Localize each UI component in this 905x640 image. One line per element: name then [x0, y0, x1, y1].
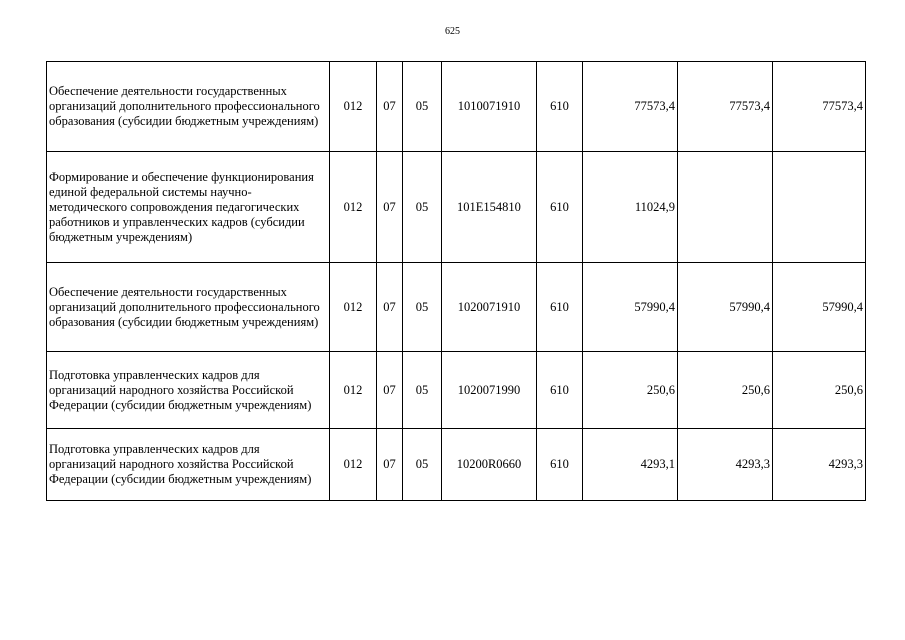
table-row	[47, 152, 866, 263]
amount-year-1: 250,6	[583, 352, 678, 429]
target-article-code: 10200R0660	[442, 429, 537, 501]
expense-type-code: 610	[537, 429, 583, 501]
ministry-code: 012	[330, 429, 377, 501]
target-article-code: 1020071990	[442, 352, 537, 429]
target-article-code: 101E154810	[442, 152, 537, 263]
table-row	[47, 352, 866, 429]
subsection-code: 05	[403, 152, 442, 263]
amount-year-2: 57990,4	[678, 263, 773, 352]
section-code: 07	[377, 263, 403, 352]
expense-name: Подготовка управленческих кадров для организаций народного хозяйства Российской Федерации (субсидии бюджетным учреждениям)	[47, 429, 330, 501]
table-row	[47, 263, 866, 352]
amount-year-2: 77573,4	[678, 62, 773, 152]
table-row	[47, 62, 866, 152]
section-code: 07	[377, 352, 403, 429]
expense-type-code: 610	[537, 152, 583, 263]
amount-year-1: 57990,4	[583, 263, 678, 352]
target-article-code: 1020071910	[442, 263, 537, 352]
amount-year-3: 57990,4	[773, 263, 866, 352]
ministry-code: 012	[330, 263, 377, 352]
subsection-code: 05	[403, 263, 442, 352]
ministry-code: 012	[330, 62, 377, 152]
amount-year-3: 250,6	[773, 352, 866, 429]
section-code: 07	[377, 152, 403, 263]
page-number: 625	[445, 26, 460, 37]
expense-name: Подготовка управленческих кадров для организаций народного хозяйства Российской Федерации (субсидии бюджетным учреждениям)	[47, 352, 330, 429]
expense-name: Обеспечение деятельности государственных организаций дополнительного профессионального образования (субсидии бюджетным учреждениям)	[47, 62, 330, 152]
budget-table	[46, 61, 866, 501]
expense-type-code: 610	[537, 263, 583, 352]
ministry-code: 012	[330, 352, 377, 429]
section-code: 07	[377, 62, 403, 152]
table-row	[47, 429, 866, 501]
section-code: 07	[377, 429, 403, 501]
target-article-code: 1010071910	[442, 62, 537, 152]
expense-name: Формирование и обеспечение функционирования единой федеральной системы научно-методического сопровождения педагогических работников и управленческих кадров (субсидии бюджетным учреждениям)	[47, 152, 330, 263]
amount-year-3: 77573,4	[773, 62, 866, 152]
amount-year-2	[678, 152, 773, 263]
subsection-code: 05	[403, 62, 442, 152]
amount-year-1: 11024,9	[583, 152, 678, 263]
amount-year-1: 77573,4	[583, 62, 678, 152]
subsection-code: 05	[403, 352, 442, 429]
amount-year-2: 250,6	[678, 352, 773, 429]
amount-year-1: 4293,1	[583, 429, 678, 501]
subsection-code: 05	[403, 429, 442, 501]
expense-name: Обеспечение деятельности государственных организаций дополнительного профессионального образования (субсидии бюджетным учреждениям)	[47, 263, 330, 352]
ministry-code: 012	[330, 152, 377, 263]
expense-type-code: 610	[537, 352, 583, 429]
expense-type-code: 610	[537, 62, 583, 152]
amount-year-2: 4293,3	[678, 429, 773, 501]
amount-year-3: 4293,3	[773, 429, 866, 501]
amount-year-3	[773, 152, 866, 263]
